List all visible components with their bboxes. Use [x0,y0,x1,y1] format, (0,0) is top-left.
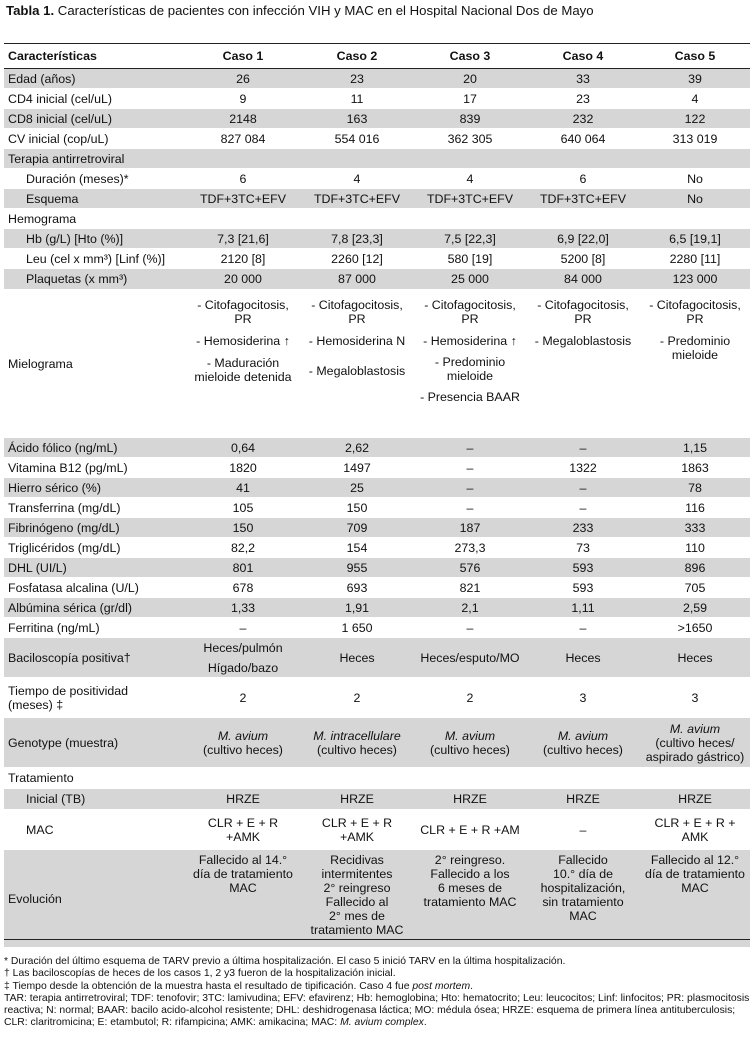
row-trigliceridos [4,538,750,558]
cell-line: 2° reingreso [323,881,391,895]
header-row [4,44,750,69]
cell: 82,2 [230,540,256,555]
genotype-case-5 [640,718,750,768]
cell-line: +AMK [225,829,261,844]
mielograma-case-4 [526,290,640,438]
cell-line: - Citofagocitosis, [311,298,403,312]
cell: 313 019 [672,131,718,146]
evolucion-case-2 [300,850,414,948]
cell: No [687,171,703,186]
cell-line: - Maduración [206,356,280,370]
cell-line: día de tratamiento [193,867,293,881]
section-label: Terapia antirretroviral [8,151,125,166]
row-duracion [4,169,750,189]
cell-line: MAC [569,909,597,923]
cell-line: - Citofagocitosis, [649,298,741,312]
cell: 2,59 [682,600,708,615]
cell: TDF+3TC+EFV [313,191,401,206]
mac-case-1 [186,810,300,850]
cell-line: PR [234,312,252,326]
cell-line: Fallecido a los [430,867,510,881]
cell: 122 [684,111,706,126]
cell-line: - Predominio [659,334,731,348]
table-caption [6,3,751,19]
cell: 955 [346,560,368,575]
cell: 3 [579,690,587,705]
cell: 23 [350,71,364,86]
cell-line: Fallecido al [325,895,389,909]
cell: 4 [691,91,699,106]
cell: 821 [459,580,481,595]
row-evolucion [4,850,750,948]
cell: HRZE [453,792,487,806]
cell: 6 [239,171,247,186]
cell: 2120 [8] [220,251,266,266]
label-line: Tiempo de positividad [8,683,129,698]
footnote-3-end: . [470,980,474,992]
cell-line: hospitalización, [540,881,626,895]
cell: Heces [339,650,375,665]
cell: – [579,822,587,837]
cell: 5200 [8] [560,251,606,266]
cell-line: PR [686,312,704,326]
row-label: CV inicial (cop/uL) [8,131,109,146]
row-edad [4,69,750,89]
cell: 593 [572,580,594,595]
cell-line: - Hemosiderina ↑ [196,334,290,348]
cell: – [466,500,474,515]
cell: 78 [688,480,702,495]
cell-line: Fallecido al 12.° [650,853,740,867]
cell: 1820 [229,460,257,475]
cell: CLR + E + R +AM [420,822,520,837]
cell: 187 [459,520,481,535]
footnote-2: † Las baciloscopías de heces de los casos 1, 2 y3 fueron de la hospitalización inicial. [4,968,396,980]
row-hierro [4,478,750,498]
cell: 273,3 [454,540,486,555]
footnote-3-italic: post mortem [412,980,471,992]
cell: 705 [684,580,706,595]
mielograma-case-1 [186,290,300,438]
cell: 0,64 [230,440,256,455]
cell: 554 016 [334,131,380,146]
row-label: Plaquetas (x mm³) [26,272,128,286]
row-label: Inicial (TB) [26,792,86,806]
header-case-1: Caso 1 [222,49,264,63]
cell: – [579,440,587,455]
cell: 6 [579,171,587,186]
cell: 801 [232,560,254,575]
cell: 6,9 [22,0] [557,231,609,246]
row-hemograma [4,209,750,229]
cell: 4 [353,171,361,186]
abbrev-end: . [423,1017,427,1029]
cell: 25 [350,480,364,495]
cell: 150 [232,520,254,535]
cell: – [466,440,474,455]
row-tratamiento [4,768,750,789]
row-label: Hierro sérico (%) [8,480,101,495]
cell: 4 [466,171,474,186]
cell: 25 000 [451,272,489,286]
footnote-1: * Duración del último esquema de TARV previo a última hospitalización. El caso 5 inició TARV en la última hospitalización. [4,956,566,967]
cell: 2 [353,690,361,705]
row-plaquetas [4,269,750,290]
cell: 6,5 [19,1] [669,231,721,246]
cell: 827 084 [220,131,266,146]
cell: – [579,500,587,515]
cell-line: 10.° día de [552,867,614,881]
header-case-2: Caso 2 [336,49,378,63]
cell-line: - Citofagocitosis, [424,298,516,312]
cell: 20 [463,71,477,86]
cell-line: PR [348,312,366,326]
cell: 20 000 [224,272,262,286]
cell-line: - Predominio [434,355,506,369]
cell: Heces [677,650,713,665]
mielograma-case-3 [414,290,526,438]
cell-line: (cultivo heces) [317,742,397,757]
cell-line: CLR + E + R [321,815,393,830]
cell: 26 [236,71,250,86]
cell-line: MAC [229,881,257,895]
evolucion-case-4 [526,850,640,948]
cell-line: (cultivo heces) [543,742,623,757]
cell-line: M. avium [669,721,721,736]
cell: 2,1 [461,600,479,615]
cell: 105 [232,500,254,515]
cell: Heces [565,650,601,665]
row-label: Baciloscopía positiva† [8,650,131,665]
cell: TDF+3TC+EFV [539,191,627,206]
cell: 693 [346,580,368,595]
cell: 11 [350,91,364,106]
cell-line: (cultivo heces/ [655,735,735,750]
genotype-case-1 [186,718,300,768]
cell: 1,11 [571,600,595,615]
cell-line: día de tratamiento [645,867,745,881]
cell-line: aspirado gástrico) [645,749,745,764]
row-label: CD4 inicial (cel/uL) [8,91,112,106]
footnote-3 [4,981,750,993]
cell: 73 [576,540,590,555]
cell: – [579,480,587,495]
cell: 2280 [11] [669,251,721,266]
cell: – [466,480,474,495]
cell-line: CLR + E + R + [654,815,736,830]
cell-line: MAC [681,881,709,895]
row-tiempo [4,678,750,718]
mac-case-5 [640,810,750,850]
abbrev-text: TAR: terapia antirretroviral; TDF: tenofovir; 3TC: lamivudina; EFV: efavirenz; Hb: hemoglobina; Hto: hematocrito; Leu: leucocitos; Linf: linfocitos; PR: plasmocitosis reactiva; N: normal; BAAR: bacilo acido-alcohol resistente; DHL: deshidrogenasa láctica; MO: médula ósea; HRZE: esquema de primera línea antituberculosis; CLR: claritromicina; E: etambutol; R: rifampicina; AMK: amikacina; MAC: [4,992,750,1029]
row-fosfatasa [4,578,750,598]
header-characteristic: Características [8,49,97,63]
row-ferritina [4,618,750,638]
cell: HRZE [226,792,260,806]
cell-line: 6 meses de [437,881,503,895]
cell-line: (cultivo heces) [203,742,283,757]
row-label: Edad (años) [8,71,76,86]
row-cv [4,129,750,149]
section-label: Tratamiento [8,771,74,785]
evolucion-case-3 [414,850,526,948]
row-label: Fosfatasa alcalina (U/L) [8,580,139,595]
cell: 7,8 [23,3] [331,231,383,246]
caption-label: Tabla 1. [6,3,55,18]
row-label: MAC [26,822,54,837]
cell: 1,15 [682,440,708,455]
cell-line: intermitentes [321,867,393,881]
row-label: Leu (cel x mm³) [Linf (%)] [26,251,166,266]
row-label: Evolución [8,891,62,906]
row-mac [4,810,750,850]
cell: 839 [459,111,481,126]
row-albumina [4,598,750,618]
cell: 709 [346,520,368,535]
caption-text: Características de pacientes con infección VIH y MAC en el Hospital Nacional Dos de Mayo [54,3,594,18]
genotype-case-4 [526,718,640,768]
row-label: Transferrina (mg/dL) [8,500,121,515]
row-leu [4,249,750,269]
cell-line: tratamiento MAC [423,895,517,909]
row-label: Duración (meses)* [26,171,129,186]
cell: 2,62 [344,440,370,455]
row-label: Vitamina B12 (pg/mL) [8,460,128,475]
cell-line: - Hemosiderina ↑ [423,334,517,348]
cell-line: Hígado/bazo [207,660,279,675]
cell-line: AMK [681,829,709,844]
footnotes [4,939,750,1030]
cell: 233 [572,520,594,535]
row-label: Esquema [26,191,79,206]
evolucion-case-5 [640,850,750,948]
row-label: Fibrinógeno (mg/dL) [8,520,120,535]
row-dhl [4,558,750,578]
row-label: Ferritina (ng/mL) [8,620,100,635]
cell: – [466,620,474,635]
cell-line: M. avium [444,728,496,743]
patient-table [4,43,750,948]
row-label: CD8 inicial (cel/uL) [8,111,112,126]
row-label [4,678,186,718]
bacilo-case-1 [186,638,300,678]
row-cd4 [4,89,750,109]
row-label: Genotype (muestra) [8,735,119,750]
row-terapia [4,149,750,169]
cell-line: tratamiento MAC [310,923,404,937]
cell-line: +AMK [339,829,375,844]
cell: 333 [684,520,706,535]
cell: TDF+3TC+EFV [426,191,514,206]
cell: 1497 [343,460,371,475]
cell: 87 000 [338,272,376,286]
cell-line: mieloide [446,369,494,383]
cell: – [579,620,587,635]
cell-line: mieloide detenida [194,370,292,384]
cell: 33 [576,71,590,86]
cell: 154 [346,540,368,555]
cell-line: sin tratamiento [542,895,624,909]
genotype-case-2 [300,718,414,768]
mielograma-case-5 [640,290,750,438]
cell-line: PR [461,312,479,326]
cell: 39 [688,71,702,86]
cell: 1863 [681,460,709,475]
cell: 110 [685,540,705,555]
cell: 2 [466,690,474,705]
cell-line: M. intracellulare [313,728,401,743]
cell: 23 [576,91,590,106]
cell: 580 [19] [447,251,493,266]
header-case-5: Caso 5 [674,49,716,63]
cell: 41 [236,480,250,495]
cell: HRZE [340,792,374,806]
cell: 3 [691,690,699,705]
footnote-abbreviations [4,993,750,1030]
cell: 362 305 [447,131,493,146]
row-label: Mielograma [8,356,73,371]
cell: 2 [239,690,247,705]
row-cd8 [4,109,750,129]
cell-line: Recidivas [330,853,384,867]
cell-line: - Megaloblastosis [534,334,632,348]
cell-line: (cultivo heces) [430,742,510,757]
row-inicial [4,789,750,810]
cell: 84 000 [564,272,602,286]
cell: 1,91 [344,600,370,615]
cell-line: CLR + E + R [207,815,279,830]
cell: 9 [239,91,247,106]
cell: 896 [684,560,706,575]
cell: 17 [463,91,477,106]
cell: TDF+3TC+EFV [199,191,287,206]
cell: 593 [572,560,594,575]
cell-line: mieloide [671,348,719,362]
row-baciloscopia [4,638,750,678]
cell: – [466,460,474,475]
row-label: Ácido fólico (ng/mL) [8,440,118,455]
cell: No [687,191,703,206]
header-case-3: Caso 3 [449,49,491,63]
cell: – [239,620,247,635]
row-label: DHL (UI/L) [8,560,67,575]
footnote-3-text: ‡ Tiempo desde la obtención de la muestra hasta el resultado de tipificación. Caso 4 fue [4,980,413,992]
abbrev-italic: M. avium complex [340,1017,424,1029]
genotype-case-3 [414,718,526,768]
cell: 163 [346,111,368,126]
cell-line: M. avium [557,728,609,743]
cell-line: - Citofagocitosis, [197,298,289,312]
cell: 150 [346,500,368,515]
row-genotype [4,718,750,768]
cell: HRZE [678,792,712,806]
cell: 7,3 [21,6] [217,231,269,246]
cell: 1,33 [230,600,256,615]
cell: HRZE [566,792,600,806]
cell-line: - Citofagocitosis, [537,298,629,312]
cell: Heces/esputo/MO [420,650,520,665]
cell-line: Fallecido al 14.° [198,853,288,867]
row-acido-folico [4,438,750,458]
row-label: Hb (g/L) [Hto (%)] [26,231,124,246]
cell: 678 [232,580,254,595]
cell: 2260 [12] [331,251,383,266]
row-mielograma [4,290,750,438]
section-label: Hemograma [8,211,77,226]
cell-line: 2° reingreso. [434,853,506,867]
cell: 576 [459,560,481,575]
cell-line: PR [574,312,592,326]
cell: >1650 [677,620,713,635]
cell: 232 [572,111,594,126]
label-line: (meses) ‡ [8,697,64,712]
mac-case-2 [300,810,414,850]
row-fibrinogeno [4,518,750,538]
cell: 1 650 [341,620,373,635]
cell: 123 000 [672,272,718,286]
mielograma-case-2 [300,290,414,438]
cell-line: Heces/pulmón [203,640,283,655]
cell-line: 2° mes de [329,909,385,923]
row-esquema [4,189,750,209]
cell-line: - Hemosiderina N [308,334,406,348]
cell: 640 064 [560,131,606,146]
cell: 116 [685,500,705,515]
row-transferrina [4,498,750,518]
cell-line: Fallecido [558,853,608,867]
header-case-4: Caso 4 [562,49,604,63]
cell: 1322 [569,460,597,475]
row-label: Albúmina sérica (gr/dl) [8,600,132,615]
row-hb [4,229,750,249]
evolucion-case-1 [186,850,300,948]
cell-line: - Presencia BAAR [420,390,520,404]
cell: 2148 [229,111,257,126]
cell: 7,5 [22,3] [444,231,496,246]
cell-line: M. avium [217,728,269,743]
cell-line: - Megaloblastosis [308,364,406,378]
row-label: Triglicéridos (mg/dL) [8,540,121,555]
row-vitamina-b12 [4,458,750,478]
